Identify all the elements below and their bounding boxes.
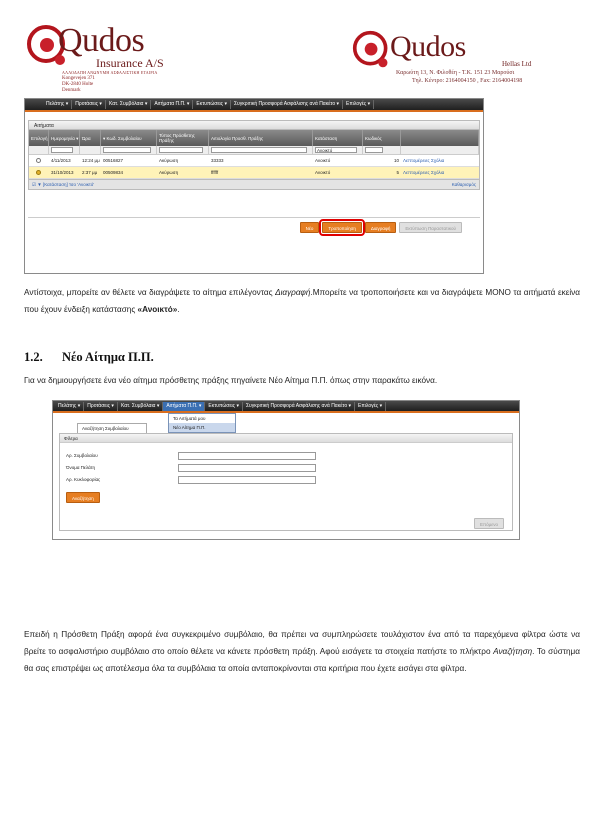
menu-comparison[interactable]: Συγκριτική Προσφορά Ασφάλισης ανά Πακέτο ▾ [231,100,343,109]
logo-right-brand: Qudos [390,30,466,63]
customer-name-input[interactable] [178,464,316,472]
cell-status: Ανοικτό [315,158,331,163]
logo-right-phones: Τηλ. Κέντρο: 2164004150 , Fax: 2164004198 [412,78,523,84]
cell-date: 4/11/2013 [51,158,71,163]
cell-code: 10 [393,158,399,163]
filter-date[interactable] [51,147,73,153]
comments-link[interactable]: Σχόλια [430,158,445,163]
new-request-screenshot [52,400,520,540]
grid-header [29,130,479,146]
requests-grid [28,130,480,190]
col-time[interactable]: Ώρα [80,130,101,146]
col-actions [401,130,479,146]
logo-right-subtitle: Hellas Ltd [502,60,532,68]
col-status[interactable]: Κατάσταση [313,130,363,146]
plate-number-label: Αρ. Κυκλοφορίας [66,477,101,482]
menu-requests[interactable]: Αιτήματα Π.Π. ▾ [163,402,205,411]
main-menu-bar [25,99,483,112]
cell-code: 5 [396,170,399,175]
row-radio[interactable] [36,170,41,175]
cell-time: 12:24 μμ [82,158,100,163]
tab-policy-search[interactable]: Αναζήτηση Συμβολαίου [77,423,147,433]
menu-item-new-request[interactable]: Νέο Αίτημα Π.Π. [169,423,235,432]
delete-instructions-paragraph [24,284,580,318]
section-number: 1.2. [24,350,43,364]
cell-reason: 33333 [211,158,224,163]
cell-date: 31/10/2013 [51,170,74,175]
details-link[interactable]: Λεπτομέρειες [403,170,430,175]
menu-item-my-requests[interactable]: Τα Αιτήματά μου [173,416,206,421]
action-bar [28,217,480,237]
menu-customer[interactable]: Πελάτης ▾ [55,402,84,411]
para3-search-term: Αναζήτηση [493,647,533,656]
col-reason[interactable]: Αιτιολογία Προσθ. Πράξης [209,130,313,146]
col-date[interactable]: Ημερομηνία ▾ [49,130,80,146]
filter-status[interactable]: Ανοικτό [315,147,357,153]
col-select[interactable]: Επιλογή [29,130,49,146]
print-document-button[interactable]: Εκτύπωση Παραστατικού [399,222,462,233]
cell-policy: 00509834 [103,170,124,175]
para3-text-start: Επειδή η Πρόσθετη Πράξη αφορά ένα συγκεκριμένο συμβόλαιο, θα πρέπει να συμπληρώσετε τουλάχιστον ένα από τα παρεχόμενα φίλτρα ώστε να βρείτε το ασφαλιστήριο συμβόλαιο στο οποίο θέλετε να κάνετε πρόσθετη πράξη. Αφού εισάγετε τα στοιχεία πατήστε το πλήκτρο [24,630,580,656]
qudos-insurance-logo [24,22,194,94]
para1-text-middle: .Μπορείτε να τροποποιήσετε και να διαγράψετε ΜΟΝΟ τα αιτήματά εκείνα που έχουν ένδειξη κατάστασης [24,288,580,314]
menu-proposals[interactable]: Προτάσεις ▾ [84,402,118,411]
cell-policy: 00516827 [103,158,124,163]
filter-policy[interactable] [103,147,151,153]
menu-policies[interactable]: Κατ. Συμβόλαια ▾ [118,402,163,411]
section-heading [24,350,154,365]
menu-proposals[interactable]: Προτάσεις ▾ [72,100,106,109]
comments-link[interactable]: Σχόλια [430,170,445,175]
filter-reason[interactable] [211,147,307,153]
cell-time: 2:37 μμ [82,170,98,175]
menu-options[interactable]: Επιλογές ▾ [355,402,386,411]
requests-screenshot [24,98,484,274]
policy-number-label: Αρ. Συμβολαίου [66,453,98,458]
search-button[interactable]: Αναζήτηση [66,492,100,503]
menu-policies[interactable]: Κατ. Συμβόλαια ▾ [106,100,151,109]
main-menu-bar [53,401,519,413]
para1-open-status: «Ανοικτό» [137,305,178,314]
logo-left-line3: DK-2840 Holte [62,82,94,87]
logo-left-line1: ΑΛΛΟΔΑΠΗ ΑΝΩΝΥΜΗ ΑΣΦΑΛΙΣΤΙΚΗ ΕΤΑΙΡΙΑ [62,70,158,75]
plate-number-input[interactable] [178,476,316,484]
policy-number-input[interactable] [178,452,316,460]
cell-type: Ακύρωση [159,170,179,175]
col-type[interactable]: Τύπος Πρόσθετης Πράξης [157,130,209,146]
para1-text-start: Αντίστοιχα, μπορείτε αν θέλετε να διαγράψετε το αίτημα επιλέγοντας [24,288,276,297]
logo-left-line2: Kongevejen 371 [62,76,95,81]
logo-left-line4: Denmark [62,88,81,93]
grid-footer [29,179,479,189]
para3-text-end: . Το σύστημα θα σας επιστρέψει ως αποτέλεσμα όλα τα συμβόλαια τα οποία ανταποκρίνονται στα κριτήρια που έχετε εισάγει στα φίλτρα. [24,647,580,673]
filters-panel [59,433,513,531]
qudos-hellas-logo [352,30,562,92]
new-request-paragraph: Για να δημιουργήσετε ένα νέο αίτημα πρόσθετης πράξης πηγαίνετε Νέο Αίτημα Π.Π. όπως στην παρακάτω εικόνα. [24,376,438,385]
filters-panel-title: Φίλτρα [60,434,512,443]
active-filter-label[interactable]: ☑ ▼ [Κατάσταση] Ίσο 'Ανοικτό' [32,181,95,187]
cell-reason: ffffff [211,170,219,175]
next-button[interactable]: Επόμενο [474,518,504,529]
table-row[interactable] [29,155,479,167]
requests-panel-title: Αιτήματα [28,120,480,130]
para1-delete-term: Διαγραφή [275,288,311,297]
delete-button[interactable]: Διαγραφή [365,222,396,233]
menu-prints[interactable]: Εκτυπώσεις ▾ [205,402,243,411]
col-code[interactable]: Κωδικός [363,130,401,146]
menu-options[interactable]: Επιλογές ▾ [343,100,374,109]
edit-button[interactable]: Τροποποίηση [322,222,362,233]
clear-filter-link[interactable]: Καθαρισμός [451,182,476,187]
qudos-logo-mark-icon [352,30,392,70]
cell-status: Ανοικτό [315,170,331,175]
grid-filter-row [29,146,479,155]
new-button[interactable]: Νέο [300,222,320,233]
menu-customer[interactable]: Πελάτης ▾ [43,100,72,109]
cell-type: Ακύρωση [159,158,179,163]
para1-text-end: . [177,305,180,314]
details-link[interactable]: Λεπτομέρειες [403,158,430,163]
logo-right-address: Καρωύτη 13, Ν. Φιλοθέη - Τ.Κ. 151 23 Μαρούσι [396,70,515,76]
menu-prints[interactable]: Εκτυπώσεις ▾ [193,100,231,109]
menu-requests[interactable]: Αιτήματα Π.Π. ▾ [151,100,193,109]
logo-left-brand: Qudos [58,22,145,59]
col-policy[interactable]: ▾ Κωδ. Συμβολαίου [101,130,157,146]
filter-type[interactable] [159,147,203,153]
table-row[interactable] [29,167,479,179]
logo-left-subtitle: Insurance A/S [96,56,164,70]
section-title: Νέο Αίτημα Π.Π. [62,350,154,364]
row-radio[interactable] [36,158,41,163]
requests-dropdown-menu [168,413,236,433]
filter-code[interactable] [365,147,383,153]
menu-comparison[interactable]: Συγκριτική Προσφορά Ασφάλισης ανά Πακέτο ▾ [243,402,355,411]
search-instructions-paragraph [24,626,580,677]
customer-name-label: Όνομα Πελάτη [66,465,96,470]
